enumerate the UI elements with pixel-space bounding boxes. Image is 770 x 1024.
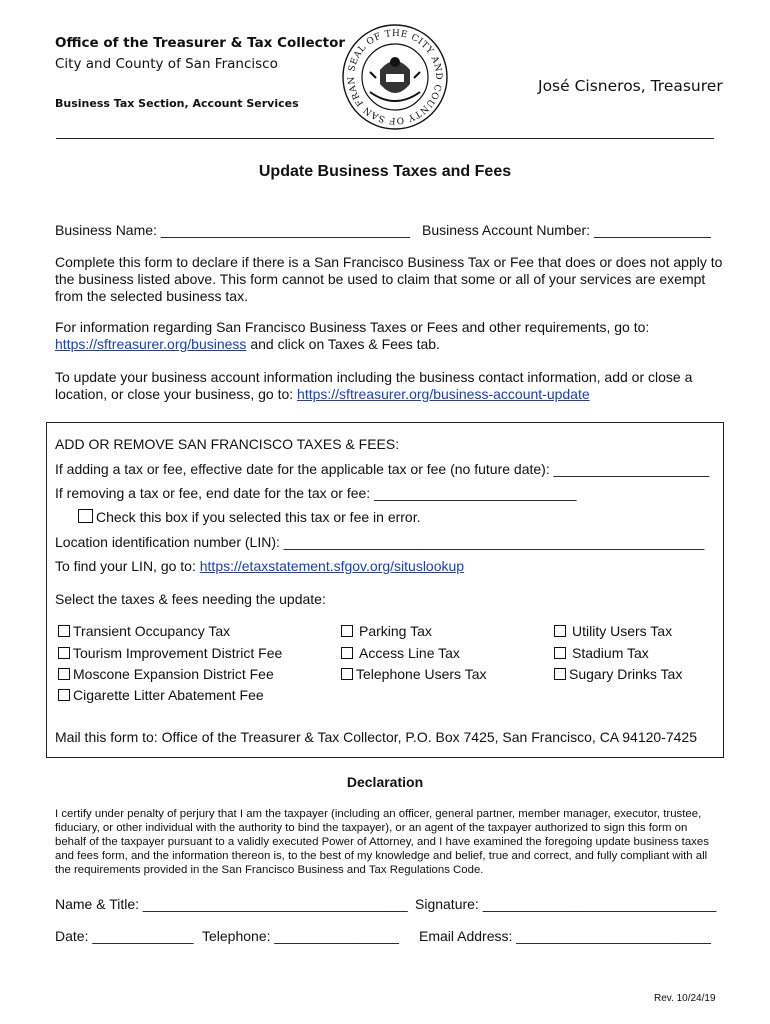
checkbox-square[interactable]	[554, 625, 566, 637]
checkbox-label: Sugary Drinks Tax	[569, 666, 683, 682]
error-checkbox-row[interactable]	[78, 509, 421, 526]
info-tail: and click on Taxes & Fees tab.	[246, 336, 440, 352]
error-checkbox-label: Check this box if you selected this tax or fee in error.	[96, 509, 421, 525]
business-link[interactable]: https://sftreasurer.org/business	[55, 336, 247, 352]
checkbox-label: Tourism Improvement District Fee	[73, 645, 283, 661]
update-text: To update your business account information including the business contact information, add or close a location, or close your business, go to:	[55, 369, 693, 402]
checkbox-cigarette-litter-abatement-fee[interactable]	[58, 687, 264, 704]
form-title: Update Business Taxes and Fees	[258, 163, 512, 180]
account-update-link[interactable]: https://sftreasurer.org/business-account-update	[297, 386, 590, 402]
checkbox-square[interactable]	[58, 647, 70, 659]
checkbox-telephone-users-tax[interactable]	[341, 666, 486, 683]
date-field[interactable]: Date: _____________	[55, 928, 194, 944]
lin-lookup-link[interactable]: https://etaxstatement.sfgov.org/situslookup	[199, 558, 465, 574]
section-name: Business Tax Section, Account Services	[55, 97, 299, 110]
header-divider	[56, 138, 714, 139]
checkbox-square[interactable]	[58, 668, 70, 680]
checkbox-label: Access Line Tax	[359, 645, 460, 661]
checkbox-square[interactable]	[554, 668, 566, 680]
email-field[interactable]: Email Address: _________________________	[419, 928, 711, 944]
checkbox-label: Transient Occupancy Tax	[73, 623, 231, 639]
mail-instructions: Mail this form to: Office of the Treasurer & Tax Collector, P.O. Box 7425, San Francisco, CA 94120-7425	[55, 729, 697, 745]
lin-lookup	[55, 558, 464, 575]
name-title-field[interactable]: Name & Title: __________________________________	[55, 896, 408, 912]
treasurer-name: José Cisneros, Treasurer	[538, 77, 723, 95]
lin-find-text: To find your LIN, go to:	[55, 558, 200, 574]
checkbox-square[interactable]	[554, 647, 566, 659]
checkbox-transient-occupancy-tax[interactable]	[58, 623, 230, 640]
business-name-field[interactable]: Business Name: ________________________________	[55, 222, 410, 238]
update-paragraph	[55, 369, 725, 403]
info-paragraph	[55, 319, 725, 353]
checkbox-parking-tax[interactable]	[341, 623, 432, 640]
end-date-field[interactable]: If removing a tax or fee, end date for the tax or fee: __________________________	[55, 485, 577, 501]
declaration-heading: Declaration	[346, 774, 424, 790]
checkbox-label: Stadium Tax	[572, 645, 649, 661]
declaration-text: I certify under penalty of perjury that I am the taxpayer (including an officer, general partner, member manager, executor, trustee, fiduciary, or other individual with the authority to bind the taxpayer), or an agent of the taxpayer authorized to sign this form on behalf of the taxpayer pursuant to a validly executed Power of Attorney, and I have examined the foregoing update business taxes and fees form, and the information thereon is, to the best of my knowledge and belief, true and correct, and fully compliant with all the requirements provided in the San Francisco Business and Tax Regulations Code.	[55, 808, 709, 876]
select-prompt: Select the taxes & fees needing the update:	[55, 591, 326, 607]
error-checkbox[interactable]	[78, 509, 93, 523]
checkbox-moscone-expansion-district-fee[interactable]	[58, 666, 274, 683]
checkbox-tourism-improvement-district-fee[interactable]	[58, 645, 282, 662]
checkbox-square[interactable]	[58, 689, 70, 701]
checkbox-stadium-tax[interactable]	[554, 645, 649, 662]
checkbox-sugary-drinks-tax[interactable]	[554, 666, 682, 683]
signature-field[interactable]: Signature: ______________________________	[415, 896, 717, 912]
checkbox-access-line-tax[interactable]	[341, 645, 460, 662]
intro-paragraph: Complete this form to declare if there is a San Francisco Business Tax or Fee that does or does not apply to the business listed above. This form cannot be used to claim that some or all of your services are exempt from the selected business tax.	[55, 254, 723, 304]
checkbox-square[interactable]	[341, 668, 353, 680]
checkbox-utility-users-tax[interactable]	[554, 623, 672, 640]
checkbox-label: Parking Tax	[359, 623, 432, 639]
info-text: For information regarding San Francisco Business Taxes or Fees and other requirements, go to:	[55, 319, 650, 335]
revision-date: Rev. 10/24/19	[654, 993, 716, 1004]
checkbox-square[interactable]	[58, 625, 70, 637]
business-account-number-field[interactable]: Business Account Number: _______________	[422, 222, 711, 238]
telephone-field[interactable]: Telephone: ________________	[202, 928, 399, 944]
checkbox-square[interactable]	[341, 625, 353, 637]
box-heading: ADD OR REMOVE SAN FRANCISCO TAXES & FEES:	[55, 436, 400, 452]
checkbox-square[interactable]	[341, 647, 353, 659]
city-name: City and County of San Francisco	[55, 56, 278, 72]
lin-field[interactable]: Location identification number (LIN): ______________________________________________________	[55, 534, 705, 550]
checkbox-label: Telephone Users Tax	[356, 666, 487, 682]
checkbox-label: Moscone Expansion District Fee	[73, 666, 274, 682]
svg-text:SEAL OF THE CITY AND COUNTY OF: SEAL OF THE CITY AND COUNTY OF SAN FRAN	[346, 28, 444, 126]
checkbox-label: Cigarette Litter Abatement Fee	[73, 687, 264, 703]
city-seal	[340, 22, 450, 132]
office-name: Office of the Treasurer & Tax Collector	[55, 35, 346, 51]
effective-date-field[interactable]: If adding a tax or fee, effective date for the applicable tax or fee (no future date): ____________________	[55, 461, 710, 477]
checkbox-label: Utility Users Tax	[572, 623, 673, 639]
